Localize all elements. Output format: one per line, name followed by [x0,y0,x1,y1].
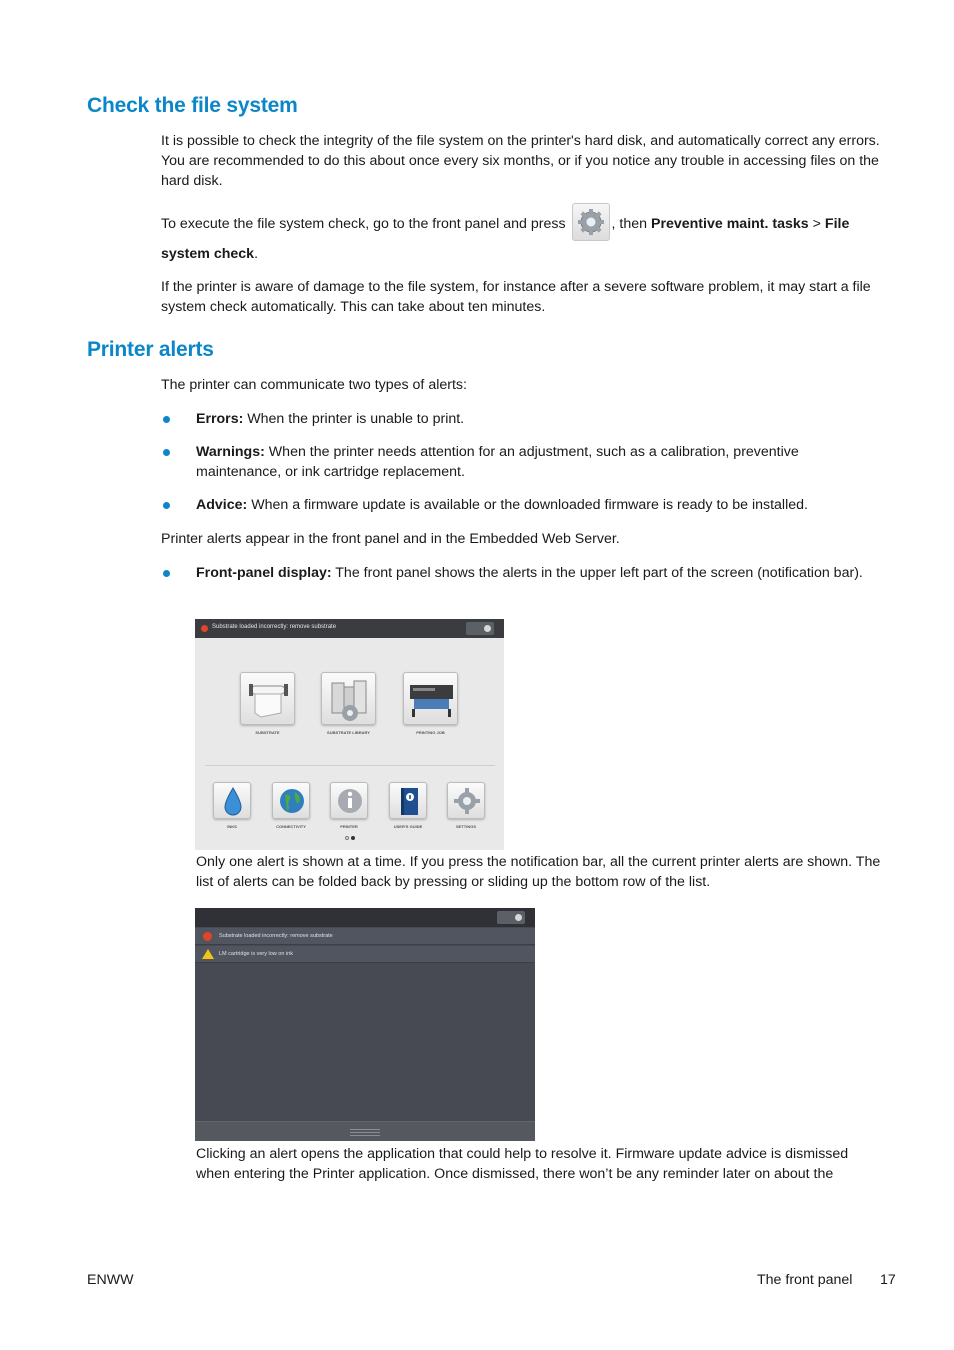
substrate-library-icon [322,673,377,726]
fs-paragraph-1: It is possible to check the integrity of the file system on the printer's hard disk, and automatically correct any errors. You are recommended to do this about once every six months, or if you notice any trouble in accessing files on the hard disk. [161,133,880,189]
bullet-text: When the printer needs attention for an adjustment, such as a calibration, preventive maintenance, or ink cartridge replacement. [196,444,799,480]
app-label: SUBSTRATE LIBRARY [327,730,370,735]
fs-p2-text-b: , then [611,216,648,232]
fs-paragraph-2 [161,205,885,243]
section-title-printer-alerts: Printer alerts [87,338,214,361]
app-inks[interactable] [213,782,251,819]
bullet-front-panel-display [161,564,885,584]
fs-p2-text-a: To execute the file system check, go to the front panel and press [161,216,566,232]
app-label: INKS [227,824,237,829]
fs-paragraph-2-cont [161,245,885,265]
app-printer[interactable] [330,782,368,819]
notification-bar[interactable] [195,619,504,638]
menu-path-file: File [824,216,850,232]
bullet-term: Advice: [196,497,248,513]
bullet-advice [161,496,885,516]
page-number: 17 [880,1272,896,1288]
grip-line [350,1129,380,1130]
notification-control[interactable] [466,622,494,635]
app-substrate[interactable] [240,672,295,725]
divider [205,765,495,766]
bullet-dot [163,570,170,577]
section-title-check-file-system: Check the file system [87,94,298,117]
menu-path-preventive: Preventive maint. tasks [650,216,809,232]
menu-path-system-check: system check [161,246,255,262]
settings-gear-icon [572,203,610,241]
book-icon [390,783,428,820]
warning-icon [202,949,214,959]
app-settings[interactable] [447,782,485,819]
bullet-term: Front-panel display: [196,565,332,581]
front-panel-screenshot-home [195,619,504,850]
alert-row[interactable] [195,928,535,945]
settings-gear-icon [448,783,486,820]
notification-text: Substrate loaded incorrectly: remove substrate [212,624,337,630]
app-label: PRINTER [340,824,358,829]
error-icon [201,625,208,632]
alert-row[interactable] [195,946,535,963]
app-label: USER'S GUIDE [393,824,423,829]
bullet-dot [163,416,170,423]
alerts-appear: Printer alerts appear in the front panel and in the Embedded Web Server. [161,531,620,547]
only-one-alert-paragraph: Only one alert is shown at a time. If you press the notification bar, all the current printer alerts are shown. The list of alerts can be folded back by pressing or sliding up the bottom row of the list. [196,854,881,890]
notification-control[interactable] [497,911,525,924]
bullet-dot [163,449,170,456]
bullet-warnings [161,443,885,483]
ink-drop-icon [214,783,252,820]
bullet-text: When a firmware update is available or the downloaded firmware is ready to be installed. [247,497,808,513]
bullet-term: Errors: [196,411,244,427]
error-icon [203,932,212,941]
app-label: PRINTING JOB [416,730,445,735]
fs-p2-period: . [254,246,259,262]
alert-list-fold-handle[interactable] [195,1121,535,1141]
grip-line [350,1132,380,1133]
menu-path-separator: > [812,216,821,232]
bullet-errors [161,410,885,430]
alert-text: LM cartridge is very low on ink [219,951,293,957]
bullet-text: The front panel shows the alerts in the upper left part of the screen (notification bar). [331,565,863,581]
grip-line [350,1135,380,1136]
app-label: CONNECTIVITY [276,824,306,829]
clicking-alert-paragraph: Clicking an alert opens the application that could help to resolve it. Firmware update advice is dismissed when entering the Printer application. Once dismissed, there won’t be any reminder later on about the [196,1146,849,1182]
bullet-dot [163,502,170,509]
fs-paragraph-3: If the printer is aware of damage to the file system, for instance after a severe software problem, it may start a file system check automatically. This can take about ten minutes. [161,279,871,315]
app-label: SUBSTRATE [255,730,280,735]
info-icon [331,783,369,820]
bullet-term: Warnings: [196,444,265,460]
app-printing-job[interactable] [403,672,458,725]
page-indicator-dot[interactable] [345,836,349,840]
front-panel-screenshot-alert-list [195,908,535,1141]
app-users-guide[interactable] [389,782,427,819]
page-indicator-dot-active[interactable] [351,836,355,840]
bullet-text: When the printer is unable to print. [243,411,465,427]
substrate-roll-icon [241,673,296,726]
printer-icon [404,673,459,726]
globe-icon [273,783,311,820]
alert-text: Substrate loaded incorrectly: remove substrate [219,933,333,939]
app-label: SETTINGS [455,824,476,829]
footer-left: ENWW [87,1272,134,1288]
notification-bar[interactable] [195,908,535,927]
app-substrate-library[interactable] [321,672,376,725]
footer-section: The front panel [757,1272,853,1288]
alerts-intro: The printer can communicate two types of alerts: [161,377,467,393]
app-connectivity[interactable] [272,782,310,819]
